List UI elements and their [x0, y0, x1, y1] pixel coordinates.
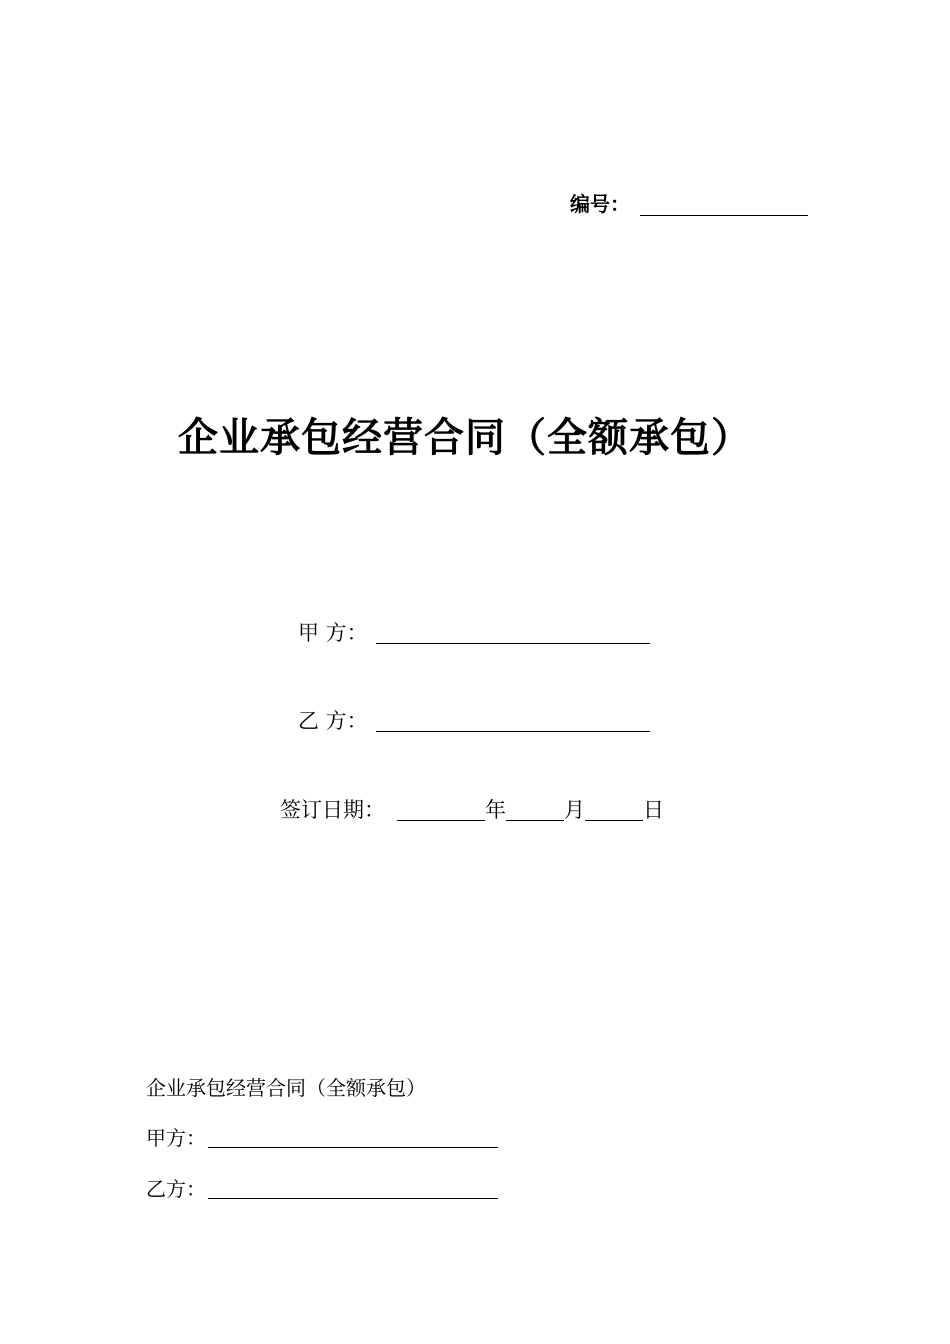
body-title: 企业承包经营合同（全额承包） — [146, 1076, 426, 1100]
sign-date — [280, 795, 664, 825]
body-party-a-field[interactable] — [208, 1125, 498, 1148]
sign-date-month-label: 月 — [564, 798, 585, 822]
contract-number-label: 编号： — [570, 192, 630, 216]
cover-party-b — [298, 706, 650, 736]
sign-date-year-field[interactable] — [397, 796, 485, 821]
cover-party-a — [298, 618, 650, 648]
body-party-a-label: 甲方： — [146, 1126, 206, 1150]
contract-number — [570, 190, 808, 218]
body-party-b-label: 乙方： — [146, 1177, 206, 1201]
cover-party-b-label: 乙 方： — [298, 709, 368, 733]
sign-date-year-label: 年 — [485, 798, 506, 822]
body-party-b-field[interactable] — [208, 1176, 498, 1199]
cover-party-a-field[interactable] — [376, 619, 650, 644]
body-party-b — [146, 1175, 498, 1203]
body-party-a — [146, 1124, 498, 1152]
sign-date-day-field[interactable] — [585, 796, 643, 821]
cover-party-b-field[interactable] — [376, 707, 650, 732]
sign-date-month-field[interactable] — [506, 796, 564, 821]
contract-number-field[interactable] — [640, 191, 808, 216]
page-title: 企业承包经营合同（全额承包） — [178, 415, 752, 461]
sign-date-day-label: 日 — [643, 798, 664, 822]
cover-party-a-label: 甲 方： — [298, 621, 368, 645]
sign-date-label: 签订日期： — [280, 798, 385, 822]
